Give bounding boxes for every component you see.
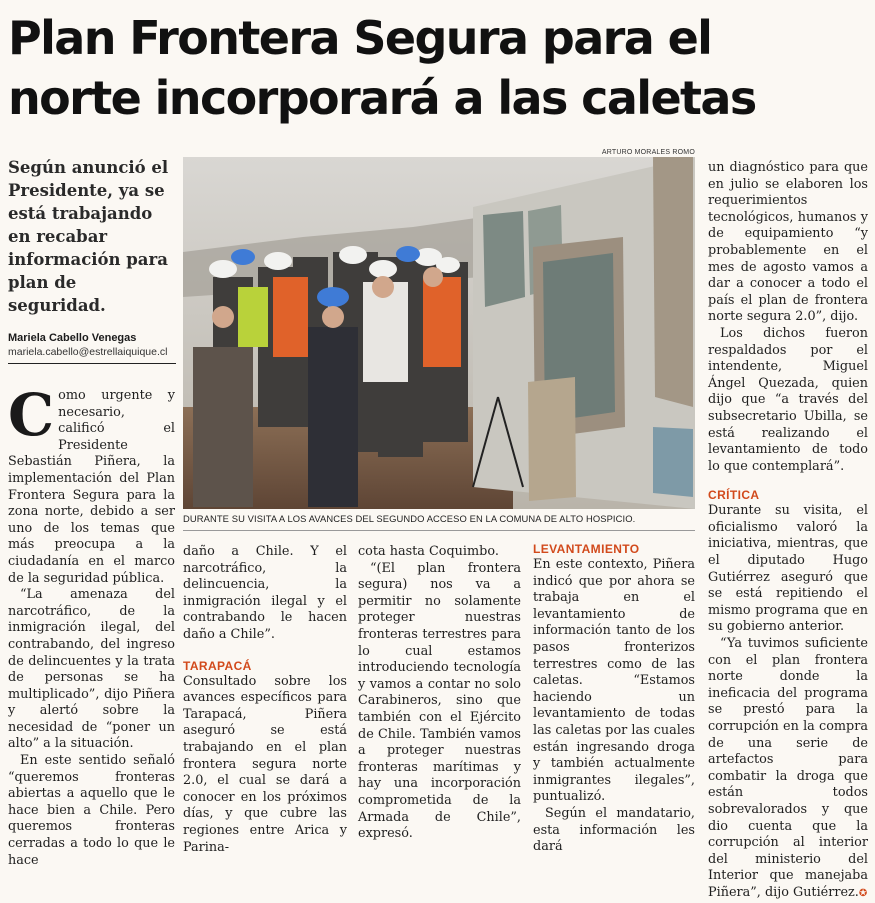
section-heading-critica: CRÍTICA [708, 488, 760, 503]
paragraph: Según el mandatario, esta información les dará [533, 805, 695, 855]
paragraph: En este contexto, Piñera indicó que por ahora se trabaja en el levantamiento de información tanto de los pasos fronterizos terrestres como de las caletas. “Estamos haciendo un levantamiento de todas las caletas por las cuales están ingresando droga y también actualmente inmigrantes ilegales”, puntualizó. [533, 557, 695, 805]
article-column-2 [183, 544, 347, 856]
headline [8, 8, 868, 128]
paragraph: “La amenaza del narcotráfico, de la inmigración ilegal, del contrabando, del ingreso de delincuentes y la trata de personas se ha multiplicado”, dijo Piñera y alertó sobre la necesidad de “poner un alto” a la situación. [8, 587, 175, 752]
paragraph: Los dichos fueron respaldados por el intendente, Miguel Ángel Quezada, quien dijo que “a través del subsecretario Ubilla, se está realizando el levantamiento de todo lo que contemplará”. [708, 325, 868, 474]
article-column-1 [8, 381, 175, 869]
byline-divider [8, 363, 176, 364]
paragraph: Consultado sobre los avances específicos para Tarapacá, Piñera aseguró se está trabajando en el plan frontera segura norte 2.0, el cual se dará a conocer en los próximos días, y que cubre las regiones entre Arica y Parina- [183, 673, 347, 855]
section-heading-tarapaca: TARAPACÁ [183, 658, 252, 673]
paragraph: cota hasta Coquimbo. [358, 544, 499, 559]
paragraph: Durante su visita, el oficialismo valoró la iniciativa, mientras, que el diputado Hugo Gutiérrez aseguró que se está repitiendo el mismo programa que en su gobierno anterior. [708, 503, 868, 635]
news-photo [183, 157, 695, 509]
headline-line-2: norte incorporará a las caletas [8, 71, 756, 125]
closing-paragraph-text: “Ya tuvimos suficiente con el plan frontera norte donde la ineficacia del programa se prestó para la corrupción en la compra de una serie de artefactos para combatir la droga que están todos sobrevalorados y que dio cuenta que la corrupción al interior del ministerio del Interior que manejaba Piñera”, dijo Gutiérrez. [708, 636, 868, 900]
byline-author: Mariela Cabello Venegas [8, 332, 137, 344]
section-heading-levantamiento: LEVANTAMIENTO [533, 542, 640, 556]
paragraph: “(El plan frontera segura) nos va a permitir no solamente proteger nuestras fronteras terrestres para lo cual estamos introduciendo tecnología y vamos a contar no solo Carabineros, sino que también con el Ejército de Chile. También vamos a proteger nuestras fronteras marítimas y hay una incorporación comprometida de la Armada de Chile”, expresó. [358, 560, 521, 842]
caption-divider [183, 530, 695, 531]
paragraph: un diagnóstico para que en julio se elaboren los requerimientos tecnológicos, humanos y de equipamiento “y probablemente en el mes de agosto vamos a dar a conocer a todo el país el plan de frontera norte segura 2.0”, dijo. [708, 160, 868, 325]
paragraph: En este sentido señaló “queremos fronteras abiertas a aquello que le hace bien a Chile. Pero queremos fronteras cerradas a todo lo que le hace [8, 753, 175, 868]
article-column-5 [708, 160, 868, 903]
headline-line-1: Plan Frontera Segura para el [8, 11, 712, 65]
photo-credit: ARTURO MORALES ROMO [601, 149, 695, 156]
lead-paragraph [8, 381, 175, 587]
dropcap: C [8, 381, 55, 449]
lead-paragraph-text: omo urgente y necesario, calificó el Presidente Sebastián Piñera, la implementación del Plan Frontera Segura para la zona norte, debido a ser uno de los temas que más preocupa a la ciudadanía en el marco de la seguridad pública. [8, 388, 175, 586]
article-column-4 [533, 541, 695, 856]
end-mark-icon: ✪ [858, 887, 868, 899]
photo-caption: DURANTE SU VISITA A LOS AVANCES DEL SEGUNDO ACCESO EN LA COMUNA DE ALTO HOSPICIO. [183, 513, 636, 524]
closing-paragraph [708, 636, 868, 903]
paragraph: daño a Chile. Y el narcotráfico, la delincuencia, la inmigración ilegal y el contrabando le hacen daño a Chile”. [183, 544, 347, 642]
article-column-3 [358, 544, 521, 843]
byline-email-link[interactable]: mariela.cabello@estrellaiquique.cl [8, 346, 168, 358]
news-photo-illustration [183, 157, 695, 509]
subheadline: Según anunció el Presidente, ya se está trabajando en recabar información para plan de seguridad. [8, 158, 169, 315]
